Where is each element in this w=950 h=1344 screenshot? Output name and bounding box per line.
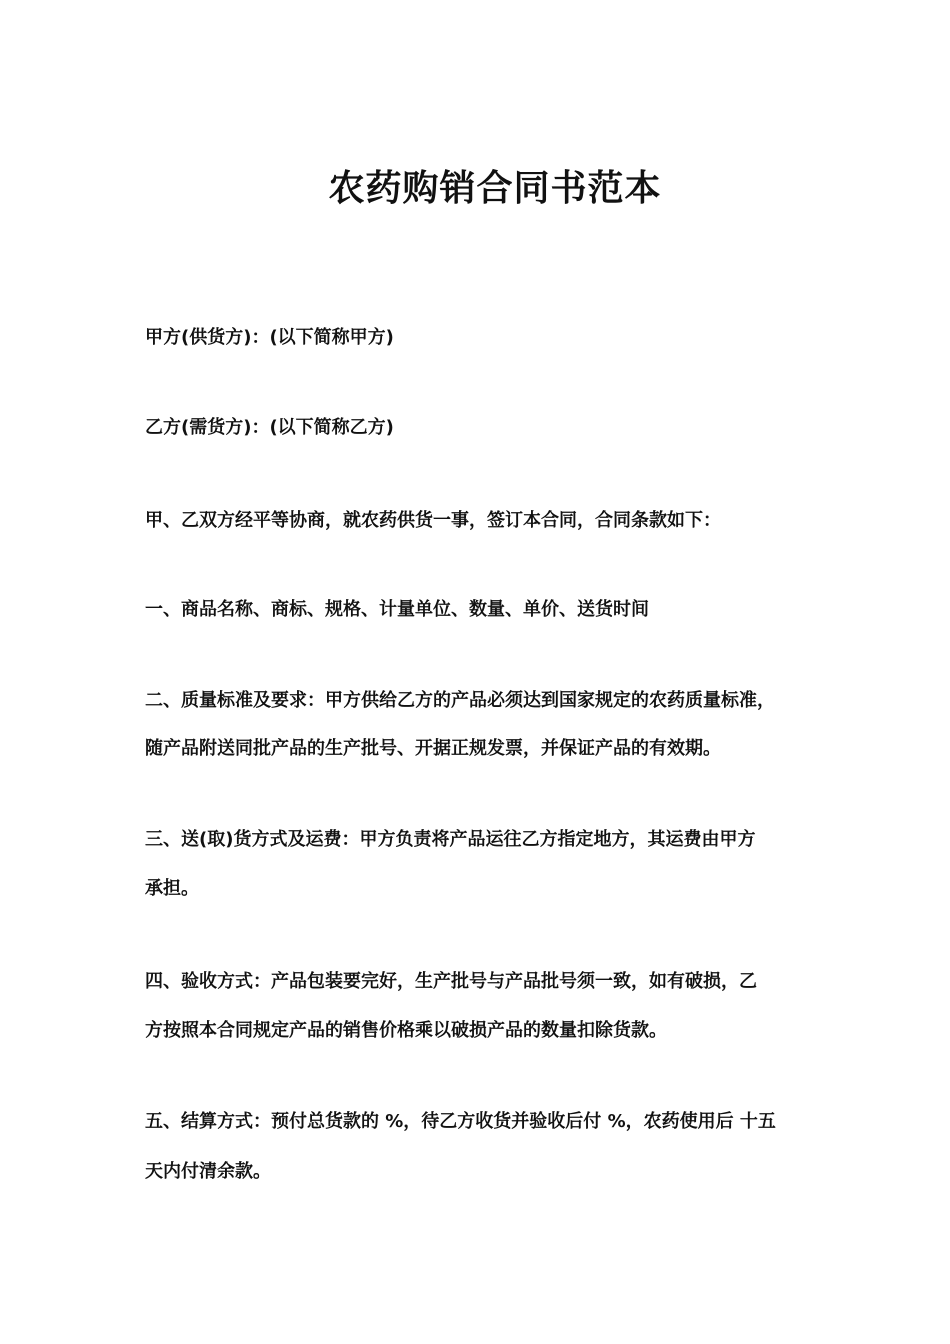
document-title: 农药购销合同书范本 [328,168,662,209]
clause-5-line-1: 五、结算方式：预付总货款的 %，待乙方收货并验收后付 %，农药使用后 十五 [145,1111,776,1132]
preamble-line: 甲、乙双方经平等协商，就农药供货一事，签订本合同，合同条款如下： [145,510,721,531]
party-b-line: 乙方(需货方)：(以下简称乙方) [145,417,394,438]
clause-4-line-1: 四、验收方式：产品包装要完好，生产批号与产品批号须一致，如有破损，乙 [145,971,757,992]
clause-4-line-2: 方按照本合同规定产品的销售价格乘以破损产品的数量扣除货款。 [145,1020,667,1041]
clause-2-line-2: 随产品附送同批产品的生产批号、开据正规发票，并保证产品的有效期。 [145,738,721,759]
clause-1-line: 一、商品名称、商标、规格、计量单位、数量、单价、送货时间 [145,599,649,620]
clause-3-line-1: 三、送(取)货方式及运费：甲方负责将产品运往乙方指定地方，其运费由甲方 [145,829,756,850]
clause-3-line-2: 承担。 [145,878,199,899]
clause-5-line-2: 天内付清余款。 [145,1161,271,1182]
clause-2-line-1: 二、质量标准及要求：甲方供给乙方的产品必须达到国家规定的农药质量标准， [145,690,775,711]
party-a-line: 甲方(供货方)：(以下简称甲方) [145,327,394,348]
